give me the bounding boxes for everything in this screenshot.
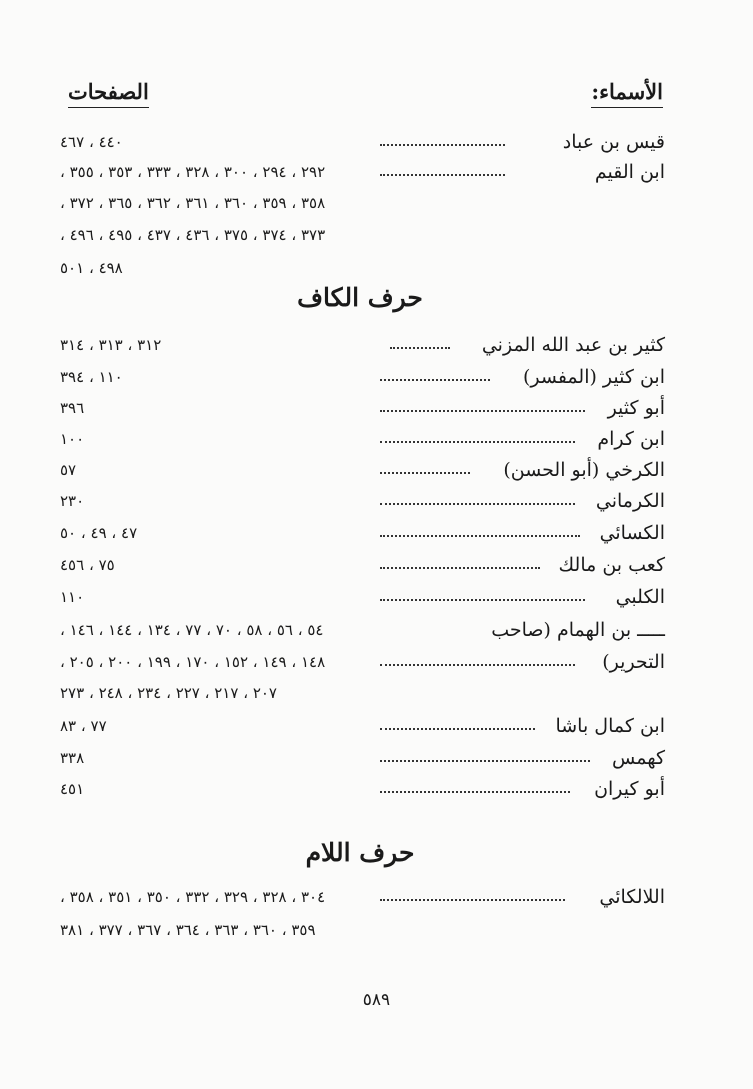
leader-dots xyxy=(380,472,470,474)
entry-name: الكلبي xyxy=(615,586,665,608)
leader-dots xyxy=(380,503,575,505)
leader-dots xyxy=(380,410,585,412)
entry-name: أبو كثير xyxy=(607,397,665,419)
entry-name: ابن كرام xyxy=(597,428,665,450)
entry-pages: ٧٥ ، ٤٥٦ xyxy=(60,556,115,574)
entry-pages: ١١٠ ، ٣٩٤ xyxy=(60,368,123,386)
index-entry xyxy=(60,743,665,773)
index-entry xyxy=(60,455,665,485)
index-entry xyxy=(60,486,665,516)
entry-pages: ١١٠ xyxy=(60,588,85,606)
index-entry xyxy=(60,330,665,360)
entry-pages: ٥٧ xyxy=(60,461,77,479)
entry-name: التحرير) xyxy=(602,651,665,673)
entry-pages: ٤٥١ xyxy=(60,780,85,798)
entry-name: ابن كثير (المفسر) xyxy=(522,366,665,388)
names-column-header: الأسماء: xyxy=(591,80,663,108)
leader-dots xyxy=(380,728,535,730)
index-entry-continuation xyxy=(60,678,665,708)
index-entry xyxy=(60,615,665,645)
leader-dots xyxy=(380,599,585,601)
entry-pages: ٣٩٦ xyxy=(60,399,85,417)
entry-pages: ٢٠٧ ، ٢١٧ ، ٢٢٧ ، ٢٣٤ ، ٢٤٨ ، ٢٧٣ xyxy=(60,684,277,702)
entry-name: اللالكائي xyxy=(599,886,665,908)
entry-name: كثير بن عبد الله المزني xyxy=(481,334,665,356)
index-entry xyxy=(60,774,665,804)
index-entry xyxy=(60,582,665,612)
index-entry xyxy=(60,711,665,741)
leader-dots xyxy=(380,441,575,443)
leader-dots xyxy=(380,535,580,537)
entry-name: الكرماني xyxy=(595,490,665,512)
entry-name: الكرخي (أبو الحسن) xyxy=(503,459,665,481)
leader-dots xyxy=(380,379,490,381)
entry-name: ـــــ بن الهمام (صاحب xyxy=(491,619,665,641)
entry-name: أبو كيران xyxy=(594,778,665,800)
entry-pages: ٣٥٩ ، ٣٦٠ ، ٣٦٣ ، ٣٦٤ ، ٣٦٧ ، ٣٧٧ ، ٣٨١ xyxy=(60,921,316,939)
entry-name: قيس بن عباد xyxy=(562,131,665,153)
entry-name: كعب بن مالك xyxy=(558,554,665,576)
leader-dots xyxy=(380,791,570,793)
entry-pages: ٤٧ ، ٤٩ ، ٥٠ xyxy=(60,524,138,542)
entry-pages: ٣١٢ ، ٣١٣ ، ٣١٤ xyxy=(60,336,162,354)
page-number: ٥٨٩ xyxy=(362,990,391,1010)
entry-pages: ٧٧ ، ٨٣ xyxy=(60,717,107,735)
leader-dots xyxy=(380,760,590,762)
entry-name: ابن كمال باشا xyxy=(555,715,665,737)
section-heading-lam: حرف اللام xyxy=(305,838,415,867)
entry-pages: ٢٣٠ xyxy=(60,492,85,510)
index-entry-continuation xyxy=(60,188,665,218)
index-entry-continuation xyxy=(60,915,665,945)
pages-column-header: الصفحات xyxy=(68,80,149,108)
entry-pages: ٤٩٨ ، ٥٠١ xyxy=(60,259,123,277)
index-entry-continuation xyxy=(60,253,665,283)
entry-pages: ٥٤ ، ٥٦ ، ٥٨ ، ٧٠ ، ٧٧ ، ١٣٤ ، ١٤٤ ، ١٤٦ ، xyxy=(60,621,324,639)
entry-pages: ١٤٨ ، ١٤٩ ، ١٥٢ ، ١٧٠ ، ١٩٩ ، ٢٠٠ ، ٢٠٥ ، xyxy=(60,653,326,671)
entry-pages: ٣٧٣ ، ٣٧٤ ، ٣٧٥ ، ٤٣٦ ، ٤٣٧ ، ٤٩٥ ، ٤٩٦ ، xyxy=(60,226,326,244)
leader-dots xyxy=(380,899,565,901)
index-entry xyxy=(60,393,665,423)
leader-dots xyxy=(380,664,575,666)
entry-pages: ٣٥٨ ، ٣٥٩ ، ٣٦٠ ، ٣٦١ ، ٣٦٢ ، ٣٦٥ ، ٣٧٢ ، xyxy=(60,194,326,212)
index-entry-continuation xyxy=(60,647,665,677)
entry-name: ابن القيم xyxy=(594,161,665,183)
entry-pages: ٢٩٢ ، ٢٩٤ ، ٣٠٠ ، ٣٢٨ ، ٣٣٣ ، ٣٥٣ ، ٣٥٥ ، xyxy=(60,163,326,181)
section-heading-kaf: حرف الكاف xyxy=(297,283,423,312)
index-entry xyxy=(60,882,665,912)
leader-dots xyxy=(380,174,505,176)
index-entry xyxy=(60,362,665,392)
index-entry xyxy=(60,550,665,580)
leader-dots xyxy=(390,347,450,349)
entry-pages: ٣٣٨ xyxy=(60,749,85,767)
entry-pages: ٣٠٤ ، ٣٢٨ ، ٣٢٩ ، ٣٣٢ ، ٣٥٠ ، ٣٥١ ، ٣٥٨ ، xyxy=(60,888,326,906)
leader-dots xyxy=(380,144,505,146)
entry-pages: ٤٤٠ ، ٤٦٧ xyxy=(60,133,123,151)
index-entry xyxy=(60,127,665,157)
entry-pages: ١٠٠ xyxy=(60,430,85,448)
index-entry-continuation xyxy=(60,220,665,250)
index-entry xyxy=(60,424,665,454)
leader-dots xyxy=(380,567,540,569)
index-entry xyxy=(60,157,665,187)
entry-name: الكسائي xyxy=(599,522,665,544)
index-entry xyxy=(60,518,665,548)
entry-name: كهمس xyxy=(611,747,665,769)
